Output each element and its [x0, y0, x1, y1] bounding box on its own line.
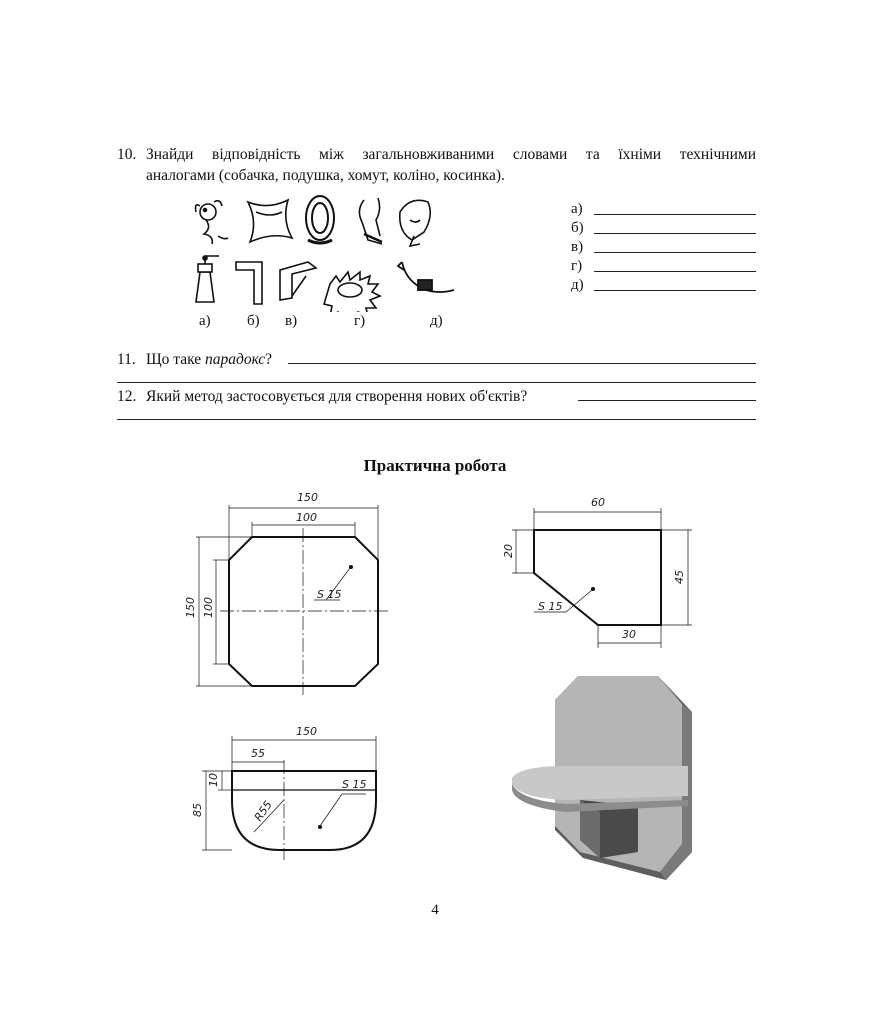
- answer-label-g: г): [571, 258, 583, 274]
- question-text: Знайди відповідність між загальновживаними словами та їхніми технічними: [146, 146, 756, 163]
- cushion-spring-icon: [398, 262, 454, 292]
- answer-label-a: а): [571, 201, 583, 217]
- question-text: Що таке парадокс?: [146, 351, 273, 368]
- q10-pictures: [188, 192, 468, 312]
- answer-line-11a[interactable]: [288, 363, 756, 364]
- picture-label-g: г): [354, 313, 366, 329]
- answer-label-v: в): [571, 239, 584, 255]
- question-text: Який метод застосовується для створення нових об'єктів?: [146, 388, 528, 405]
- technical-drawings: [0, 480, 870, 900]
- dim-left-part: 55: [251, 747, 265, 760]
- pillow-icon: [248, 200, 292, 242]
- answer-label-d: д): [571, 277, 584, 293]
- dim-width-3: 150: [296, 725, 317, 738]
- dim-thickness-2: S 15: [538, 600, 563, 613]
- answer-label-b: б): [571, 220, 584, 236]
- answer-line-g[interactable]: [594, 271, 756, 272]
- picture-label-b: б): [247, 313, 260, 329]
- question-number: 11.: [117, 351, 136, 368]
- dog-icon: [196, 201, 229, 244]
- angle-bracket-icon: [236, 262, 262, 304]
- section-title: Практична робота: [363, 456, 507, 475]
- drawing-trapezoid-plate: [512, 508, 692, 648]
- drawing-d-plate: [202, 736, 376, 860]
- gusset-icon: [280, 262, 316, 300]
- answer-line-d[interactable]: [594, 290, 756, 291]
- answer-line-b[interactable]: [594, 233, 756, 234]
- dim-inner-height: 100: [202, 597, 215, 618]
- dim-right-side: 45: [673, 570, 686, 584]
- dim-inner-width: 100: [296, 511, 317, 524]
- picture-label-a: а): [199, 313, 211, 329]
- answer-line-12b[interactable]: [117, 419, 756, 420]
- page-number: 4: [431, 902, 439, 918]
- dim-height: 150: [184, 597, 197, 618]
- picture-label-d: д): [430, 313, 443, 329]
- answer-line-a[interactable]: [594, 214, 756, 215]
- question-number: 12.: [117, 388, 137, 405]
- shelf-3d-render: [512, 676, 692, 880]
- answer-line-12a[interactable]: [578, 400, 756, 401]
- dim-radius: R55: [251, 798, 275, 824]
- question-text-cont: аналогами (собачка, подушка, хомут, коліно, косинка).: [146, 167, 505, 184]
- knee-icon: [359, 198, 382, 244]
- answer-line-v[interactable]: [594, 252, 756, 253]
- gear-ratchet-icon: [324, 272, 380, 312]
- drawing-octagon-plate: [196, 505, 388, 695]
- dim-left-side: 20: [502, 544, 515, 558]
- clamp-icon: [306, 196, 334, 243]
- headscarf-icon: [400, 200, 431, 246]
- dim-thickness: S 15: [317, 588, 342, 601]
- question-number: 10.: [117, 146, 137, 163]
- pawl-tool-icon: [196, 256, 219, 302]
- dim-top-height: 10: [207, 773, 220, 787]
- dim-height-3: 85: [191, 803, 204, 817]
- picture-label-v: в): [285, 313, 298, 329]
- dim-bottom: 30: [622, 628, 636, 641]
- answer-line-11b[interactable]: [117, 382, 756, 383]
- dim-thickness-3: S 15: [342, 778, 367, 791]
- dim-width: 150: [297, 491, 318, 504]
- dim-top: 60: [591, 496, 605, 509]
